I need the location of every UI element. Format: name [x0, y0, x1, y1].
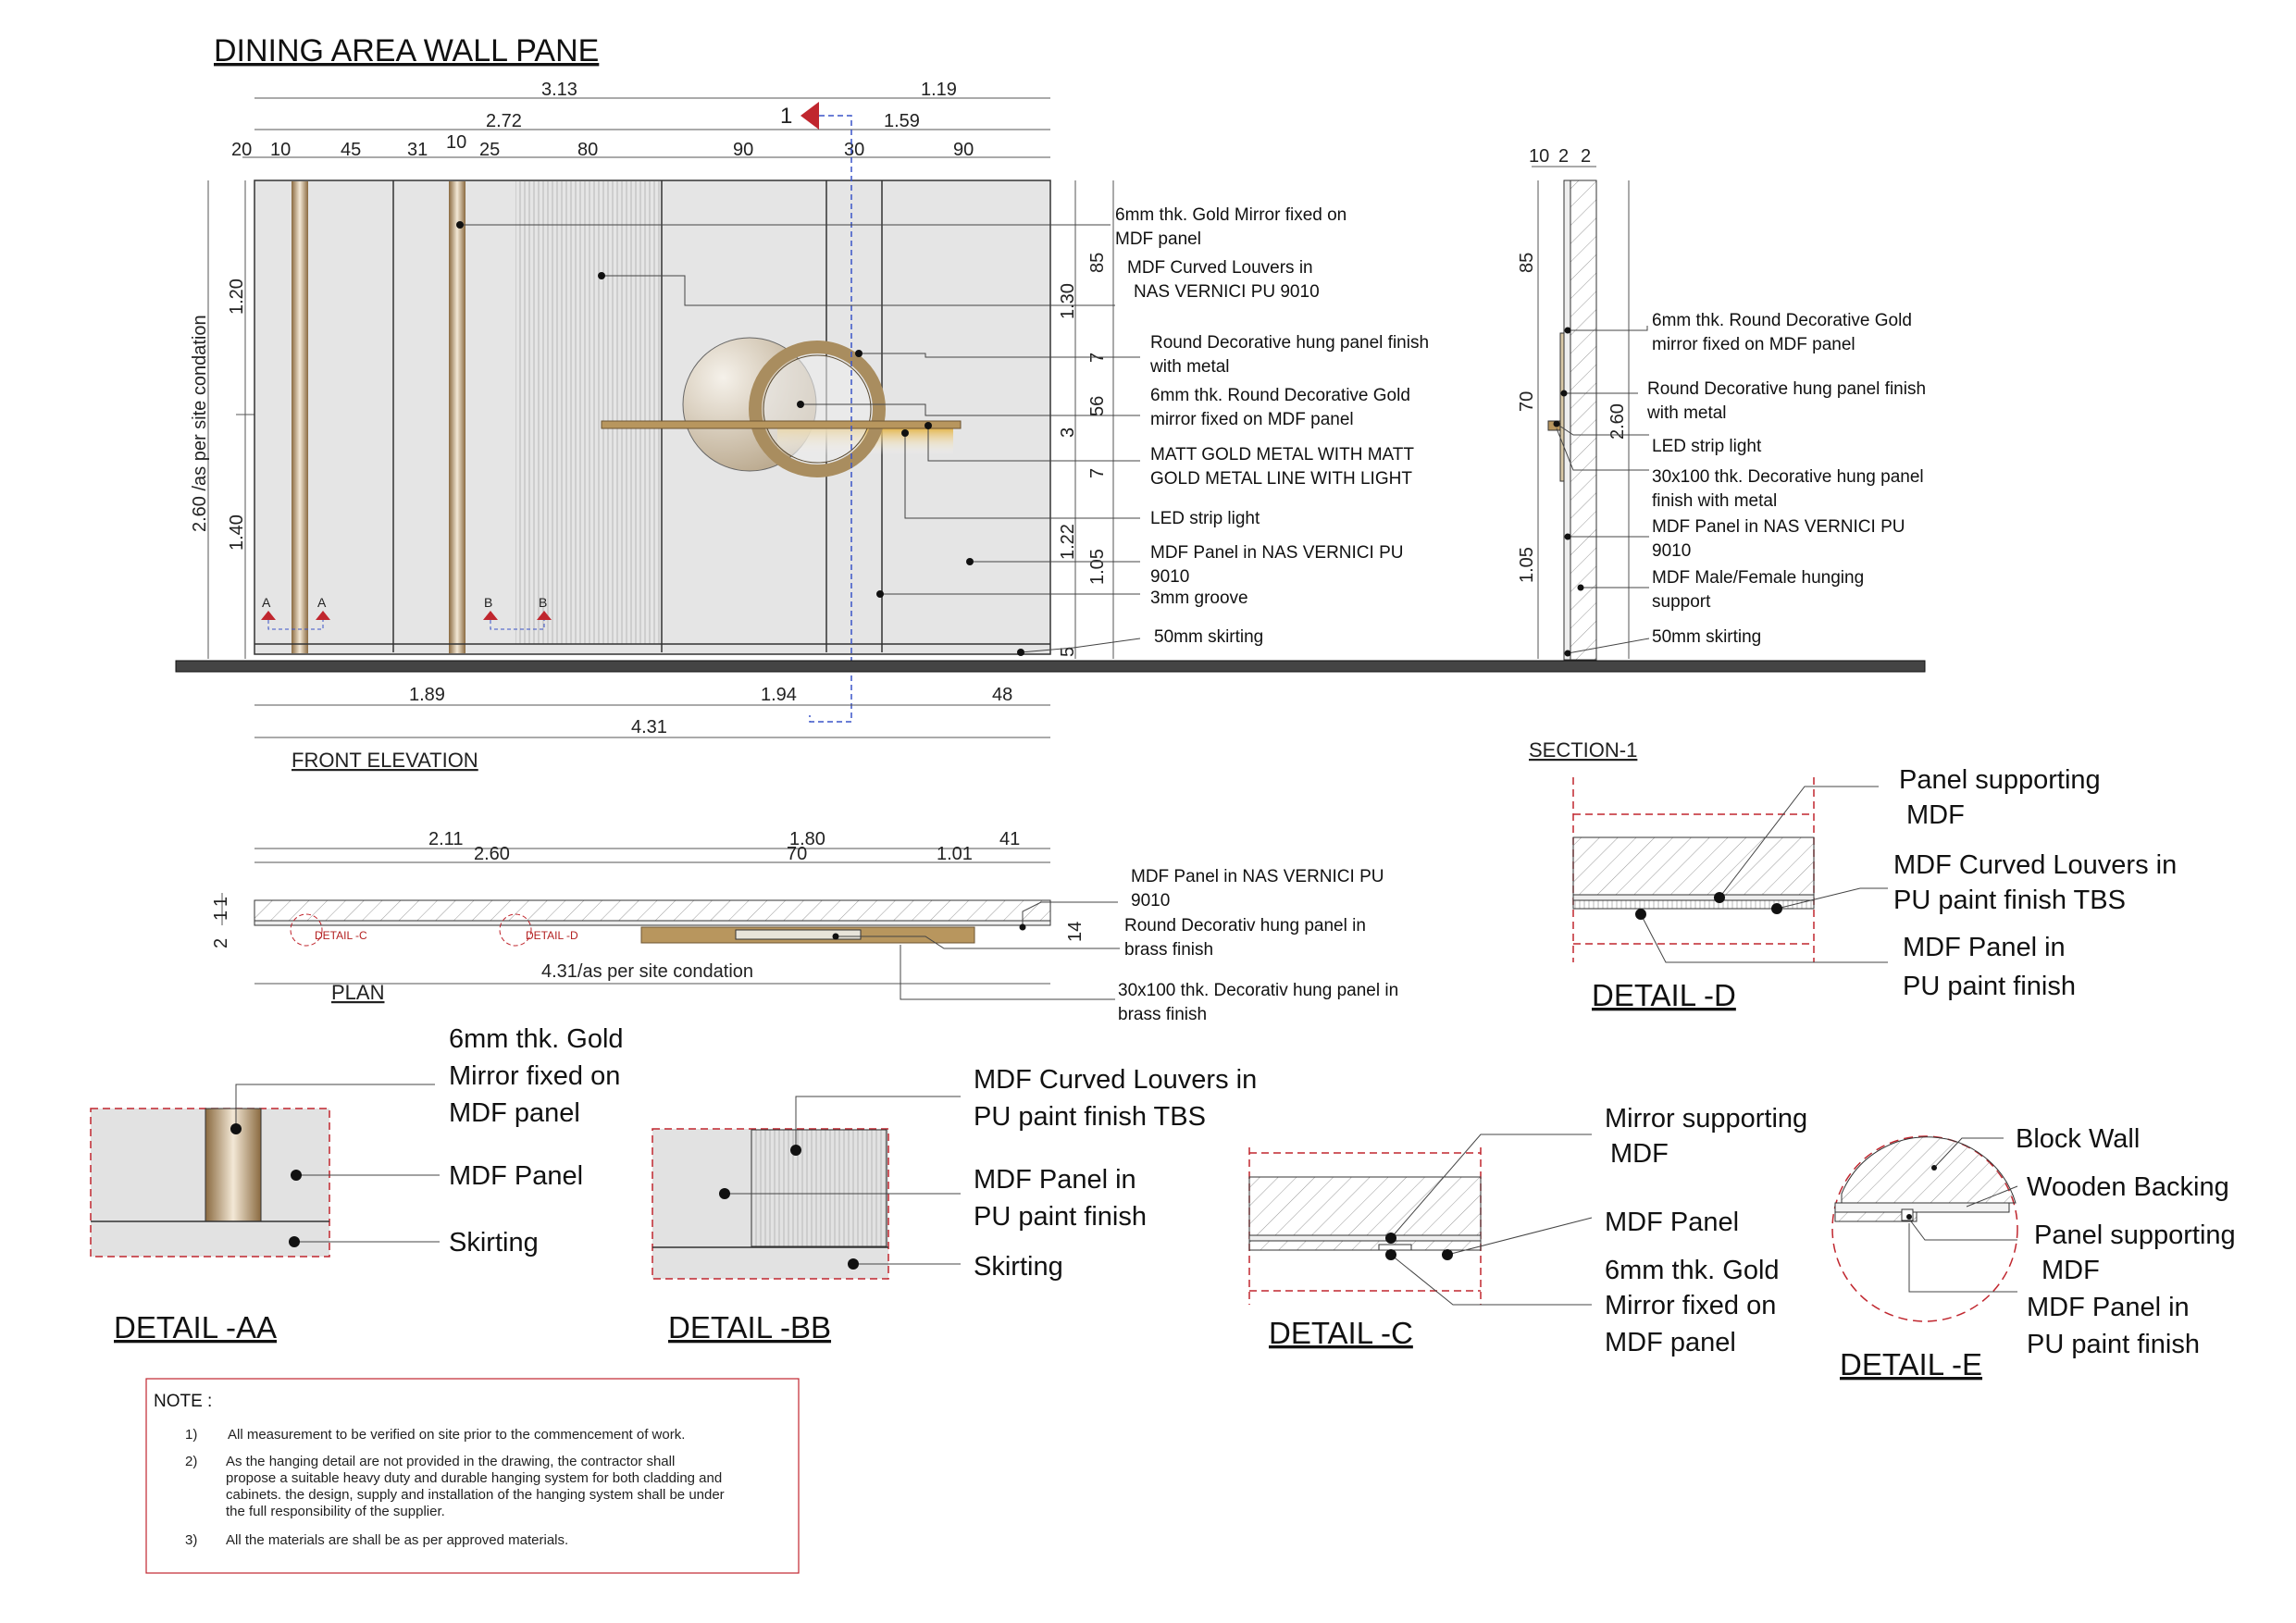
detail-bb-label-2: PU paint finish TBS	[974, 1102, 1206, 1132]
sec-right-dim: 2.60	[1607, 403, 1628, 440]
note-1-num: 1)	[185, 1427, 198, 1443]
detail-c-label-4: 6mm thk. Gold	[1605, 1256, 1780, 1285]
sec-label-5: LED strip light	[1652, 437, 1762, 456]
sec-label-4: with metal	[1647, 403, 1727, 423]
note-3-line-1: All the materials are shall be as per approved materials.	[226, 1532, 569, 1548]
plan-sub-dim-2: 70	[787, 844, 808, 864]
elev-right-dim-5: 3	[1058, 427, 1078, 438]
elev-seg-dim-9: 30	[844, 140, 865, 160]
elev-label-mdf-panel-1: MDF Panel in NAS VERNICI PU	[1150, 543, 1404, 563]
elev-left-dim-upper: 1.20	[227, 279, 247, 315]
detail-e-label-2: Wooden Backing	[2027, 1172, 2229, 1202]
detail-c-mirror	[1379, 1245, 1411, 1250]
detail-e-label-4: MDF	[2042, 1256, 2100, 1285]
detail-c-mdf-panel	[1249, 1241, 1481, 1250]
detail-bb-label-1: MDF Curved Louvers in	[974, 1065, 1258, 1095]
plan-callout-detail-c: DETAIL -C	[315, 929, 367, 942]
section-round-panel	[1560, 333, 1564, 481]
sec-label-2: mirror fixed on MDF panel	[1652, 335, 1855, 354]
sec-top-dim-2: 2	[1558, 146, 1570, 167]
elev-label-matt-gold-1: MATT GOLD METAL WITH MATT	[1150, 445, 1414, 465]
detail-aa	[91, 1024, 624, 1344]
sec-left-dim-3: 1.05	[1517, 547, 1537, 583]
elevation-curved-louvers	[515, 181, 662, 644]
detail-e-wooden-backing	[1835, 1203, 2009, 1212]
detail-c-wall	[1249, 1177, 1481, 1235]
notes-heading: NOTE :	[154, 1392, 213, 1411]
detail-c-label-1: Mirror supporting	[1605, 1104, 1808, 1134]
marker-a-right: A	[317, 595, 327, 610]
plan-mdf-panel	[254, 921, 1050, 925]
detail-aa-title: DETAIL -AA	[114, 1310, 278, 1344]
detail-aa-label-4: MDF Panel	[449, 1161, 584, 1191]
detail-e-label-1: Block Wall	[2016, 1124, 2141, 1154]
elev-left-dim-overall: 2.60 /as per site condation	[190, 315, 210, 532]
front-elevation-title: FRONT ELEVATION	[292, 749, 478, 772]
detail-d-label-6: PU paint finish	[1903, 972, 2076, 1001]
detail-aa-label-1: 6mm thk. Gold	[449, 1024, 624, 1054]
elev-bottom-dim-1: 1.89	[409, 685, 445, 705]
detail-aa-label-3: MDF panel	[449, 1098, 580, 1128]
elevation-gold-mirror-strip-1	[292, 181, 308, 653]
detail-bb-title: DETAIL -BB	[668, 1310, 832, 1344]
plan-right-dim: 14	[1065, 921, 1086, 942]
front-elevation	[176, 80, 1925, 772]
plan-label-round-2: brass finish	[1124, 940, 1214, 960]
elev-label-mdf-panel-2: 9010	[1150, 567, 1190, 587]
detail-bb-louvers	[751, 1130, 887, 1246]
detail-e-label-3: Panel supporting	[2034, 1220, 2236, 1250]
plan-bottom-dim: 4.31/as per site condation	[541, 961, 754, 982]
plan-label-round-1: Round Decorativ hung panel in	[1124, 916, 1366, 935]
elevation-right-dimension-lines	[1075, 180, 1113, 659]
elev-label-round-mirror-2: mirror fixed on MDF panel	[1150, 410, 1354, 429]
plan-label-mdf-1: MDF Panel in NAS VERNICI PU	[1131, 867, 1384, 886]
detail-c-label-6: MDF panel	[1605, 1328, 1736, 1357]
plan-title: PLAN	[331, 981, 385, 1004]
detail-d-label-4: PU paint finish TBS	[1893, 886, 2126, 915]
marker-a-left: A	[262, 595, 271, 610]
note-2-num: 2)	[185, 1454, 198, 1469]
plan-callout-detail-d: DETAIL -D	[526, 929, 578, 942]
plan-label-mdf-2: 9010	[1131, 891, 1171, 911]
detail-c-label-3: MDF Panel	[1605, 1208, 1740, 1237]
plan-top-dim-2: 1.80	[789, 829, 825, 849]
elev-dim-sub-left: 2.72	[486, 111, 522, 131]
plan	[211, 829, 1398, 1024]
plan-sub-dim-1: 2.60	[474, 844, 510, 864]
sec-label-11: support	[1652, 592, 1711, 612]
plan-wall	[254, 900, 1050, 921]
floor-line	[176, 661, 1925, 672]
detail-bb-label-5: Skirting	[974, 1252, 1063, 1282]
sec-top-dim-3: 2	[1581, 146, 1592, 167]
plan-left-dim-1: 1	[211, 896, 231, 907]
elev-right-dim-2: 1.30	[1058, 283, 1078, 319]
elev-label-gold-mirror-2: MDF panel	[1115, 229, 1201, 249]
elev-right-dim-9: 5	[1058, 646, 1078, 657]
sec-label-7: finish with metal	[1652, 491, 1778, 511]
sec-label-8: MDF Panel in NAS VERNICI PU	[1652, 517, 1905, 537]
elev-label-round-mirror-1: 6mm thk. Round Decorative Gold	[1150, 386, 1410, 405]
elev-seg-dim-4: 31	[407, 140, 428, 160]
detail-d-label-1: Panel supporting	[1899, 765, 2101, 795]
sec-top-dim-1: 10	[1529, 146, 1550, 167]
detail-d	[1573, 765, 2177, 1012]
marker-b-left: B	[484, 595, 493, 610]
elev-label-led-strip: LED strip light	[1150, 509, 1260, 528]
sec-left-dim-2: 70	[1517, 390, 1537, 412]
section-marker-arrow	[800, 102, 819, 130]
marker-b-right: B	[539, 595, 548, 610]
detail-aa-label-5: Skirting	[449, 1228, 539, 1258]
detail-c-label-5: Mirror fixed on	[1605, 1291, 1777, 1320]
elev-dim-overall-right: 1.19	[921, 80, 957, 100]
elev-label-round-panel-1: Round Decorative hung panel finish	[1150, 333, 1430, 353]
detail-bb-label-4: PU paint finish	[974, 1202, 1147, 1232]
plan-label-deco-1: 30x100 thk. Decorativ hung panel in	[1118, 981, 1399, 1000]
sheet-title: DINING AREA WALL PANE	[214, 33, 600, 68]
sec-left-dim-1: 85	[1517, 252, 1537, 273]
plan-decorative-hung-panel	[736, 930, 861, 939]
detail-d-support	[1573, 895, 1814, 900]
elevation-gold-mirror-strip-2	[449, 181, 465, 653]
elev-seg-dim-1: 20	[231, 140, 253, 160]
detail-e-label-5: MDF Panel in	[2027, 1293, 2190, 1322]
section-mdf-panel	[1564, 180, 1570, 660]
detail-e-block-wall	[1842, 1137, 2016, 1203]
elev-bottom-dim-3: 48	[992, 685, 1013, 705]
elev-label-gold-mirror-1: 6mm thk. Gold Mirror fixed on	[1115, 205, 1347, 225]
elev-right-dim-3: 7	[1087, 352, 1108, 363]
elevation-round-gold-mirror	[763, 355, 871, 463]
elev-seg-dim-6: 25	[479, 140, 501, 160]
note-2-line-1: As the hanging detail are not provided in the drawing, the contractor shall	[226, 1454, 676, 1469]
detail-d-label-2: MDF	[1906, 800, 1965, 830]
elev-right-dim-4: 56	[1087, 395, 1108, 416]
plan-top-dim-3: 41	[999, 829, 1021, 849]
elev-seg-dim-2: 10	[270, 140, 292, 160]
note-2-line-4: the full responsibility of the supplier.	[226, 1504, 445, 1519]
notes-box	[146, 1379, 799, 1573]
detail-e-title: DETAIL -E	[1840, 1347, 1983, 1381]
elev-seg-dim-3: 45	[341, 140, 362, 160]
note-1-line-1: All measurement to be verified on site prior to the commencement of work.	[228, 1427, 686, 1443]
detail-d-title: DETAIL -D	[1592, 978, 1736, 1012]
detail-bb-label-3: MDF Panel in	[974, 1165, 1136, 1195]
elev-left-dim-lower: 1.40	[227, 514, 247, 551]
detail-e	[1832, 1124, 2236, 1381]
elev-dim-sub-right: 1.59	[884, 111, 920, 131]
detail-c-label-2: MDF	[1610, 1139, 1669, 1169]
note-3-num: 3)	[185, 1532, 198, 1548]
detail-c-title: DETAIL -C	[1269, 1316, 1413, 1350]
elev-bottom-dim-overall: 4.31	[631, 717, 667, 737]
plan-left-dim-3: 2	[211, 937, 231, 948]
elev-bottom-dim-2: 1.94	[761, 685, 797, 705]
note-2-line-3: cabinets. the design, supply and installation of the hanging system shall be under	[226, 1487, 725, 1503]
elev-right-dim-7: 1.22	[1058, 524, 1078, 560]
plan-left-dim-2: 1	[211, 910, 231, 921]
section-marker-number: 1	[780, 104, 793, 129]
sec-label-12: 50mm skirting	[1652, 627, 1762, 647]
detail-d-wall	[1573, 837, 1814, 895]
elevation-top-dimension-lines	[242, 98, 1050, 157]
elev-label-louvers-1: MDF Curved Louvers in	[1127, 258, 1313, 278]
elev-right-dim-1: 85	[1087, 252, 1108, 273]
detail-e-label-6: PU paint finish	[2027, 1330, 2200, 1359]
elev-label-round-panel-2: with metal	[1150, 357, 1230, 377]
plan-sub-dim-3: 1.01	[937, 844, 973, 864]
elev-right-dim-8: 1.05	[1087, 549, 1108, 585]
detail-d-label-5: MDF Panel in	[1903, 933, 2066, 962]
sec-label-3: Round Decorative hung panel finish	[1647, 379, 1927, 399]
plan-label-deco-2: brass finish	[1118, 1005, 1208, 1024]
elev-seg-dim-10: 90	[953, 140, 974, 160]
elev-label-matt-gold-2: GOLD METAL LINE WITH LIGHT	[1150, 469, 1412, 489]
sec-label-1: 6mm thk. Round Decorative Gold	[1652, 311, 1912, 330]
note-2-line-2: propose a suitable heavy duty and durable hanging system for both cladding and	[226, 1470, 723, 1486]
plan-top-dim-1: 2.11	[428, 829, 464, 849]
detail-c-support	[1249, 1235, 1481, 1241]
section-1-title: SECTION-1	[1529, 738, 1638, 762]
detail-d-label-3: MDF Curved Louvers in	[1893, 850, 2178, 880]
sec-label-10: MDF Male/Female hunging	[1652, 568, 1865, 588]
elev-label-groove: 3mm groove	[1150, 588, 1248, 608]
elev-label-skirting: 50mm skirting	[1154, 627, 1264, 647]
elev-dim-overall-left: 3.13	[541, 80, 577, 100]
detail-bb	[652, 1065, 1257, 1344]
elev-right-dim-6: 7	[1087, 467, 1108, 478]
elev-seg-dim-7: 80	[577, 140, 599, 160]
sec-label-6: 30x100 thk. Decorative hung panel	[1652, 467, 1924, 487]
elev-label-louvers-2: NAS VERNICI PU 9010	[1134, 282, 1320, 302]
detail-c	[1249, 1104, 1807, 1357]
elevation-matt-gold-metal-line	[602, 421, 961, 428]
elev-seg-dim-5: 10	[446, 132, 467, 153]
elevation-left-dimension-lines	[208, 180, 254, 659]
sec-label-9: 9010	[1652, 541, 1692, 561]
elev-seg-dim-8: 90	[733, 140, 754, 160]
detail-aa-label-2: Mirror fixed on	[449, 1061, 621, 1091]
